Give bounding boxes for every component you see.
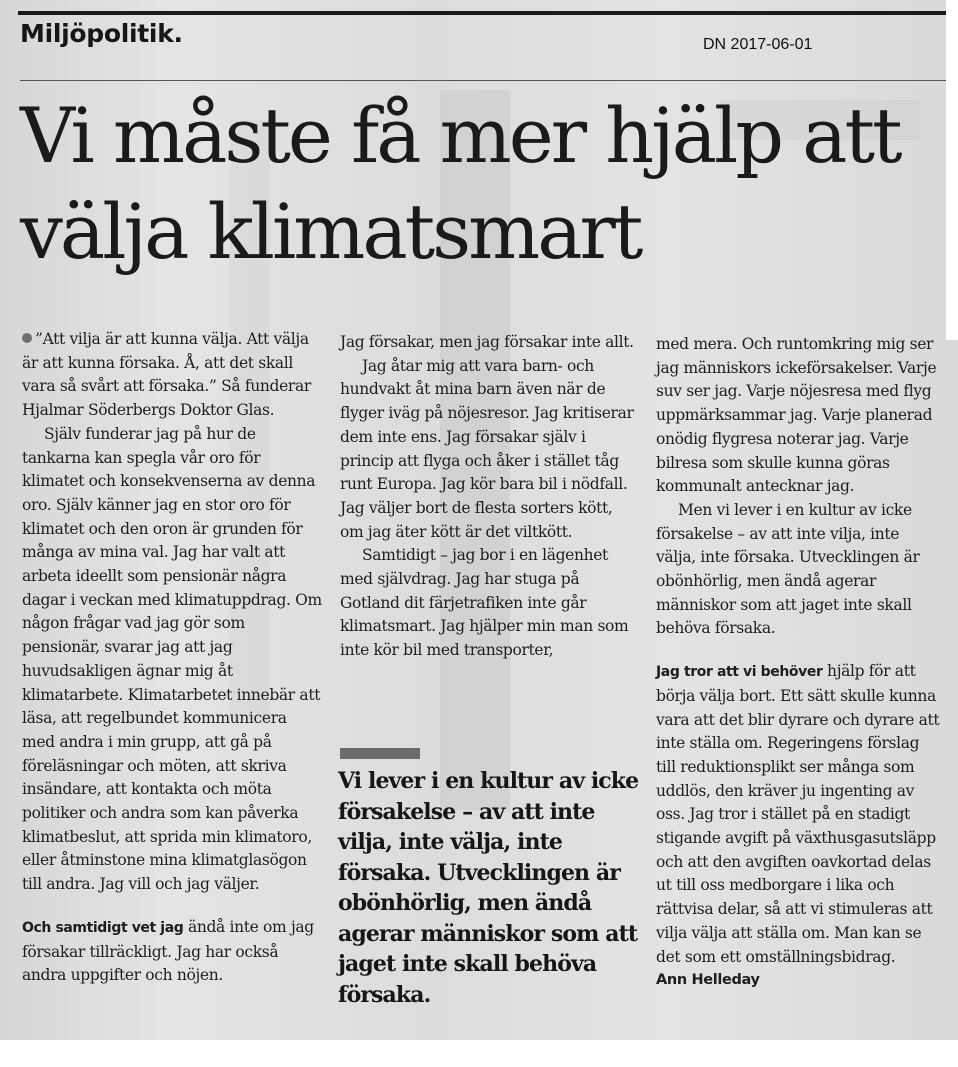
page-margin-bottom (0, 1040, 958, 1067)
body-paragraph (22, 916, 322, 988)
dateline: DN 2017-06-01 (703, 36, 813, 53)
lead-text: ”Att vilja är att kunna välja. Att välja är att kunna försaka. Å, att det skall vara så svårt att försaka.” Så funderar Hjalmar Söderbergs Doktor Glas. (22, 330, 311, 420)
section-rule (20, 80, 946, 81)
article-column-1 (22, 328, 322, 988)
paragraph-text: ändå inte om jag försakar tillräckligt. Jag har också andra uppgifter och nöjen. (22, 917, 314, 985)
body-paragraph: Jag åtar mig att vara barn- och hundvakt åt mina barn även när de flyger iväg på nöjesresor. Jag kritiserar dem inte ens. Jag försakar själv i princip att flyga och åker i stället tåg runt Europa. Jag kör bara bil i nödfall. Jag väljer bort de flesta sorters kött, om jag äter kött är det viltkött. (340, 356, 634, 541)
top-rule (18, 11, 946, 15)
lead-paragraph (22, 328, 322, 423)
body-paragraph: med mera. Och runtomkring mig ser jag människors ickeförsakelser. Varje suv ser jag. Varje nöjesresa med flyg uppmärksammar jag. Varje planerad onödig flygresa noterar jag. Varje bilresa som skulle kunna göras kommunalt antecknar jag. (656, 335, 937, 496)
byline: Ann Helleday (656, 972, 760, 989)
body-paragraph (656, 660, 942, 969)
headline: Vi måste få mer hjälp att välja klimatsmart (20, 91, 900, 276)
body-paragraph: Samtidigt – jag bor i en lägenhet med självdrag. Jag har stuga på Gotland dit färjetrafiken inte går klimatsmart. Jag hjälper min man som inte kör bil med transporter, (340, 546, 629, 660)
section-label: Miljöpolitik. (20, 19, 183, 48)
pullquote: Vi lever i en kultur av icke försakelse – av att inte vilja, inte välja, inte försaka. Utvecklingen är obönhörlig, men ändå agerar människor som att jaget inte skall behöva försaka. (338, 768, 639, 1008)
body-paragraph: Själv funderar jag på hur de tankarna kan spegla vår oro för klimatet och konsekvenserna av denna oro. Själv känner jag en stor oro för klimatet och den oron är grunden för många av mina val. Jag har valt att arbeta ideellt som pensionär några dagar i veckan med klimatuppdrag. Om någon frågar vad jag gör som pensionär, svarar jag att jag huvudsakligen ägnar mig åt klimatarbete. Klimatarbetet innebär att läsa, att regelbundet kommunicera med andra i min grupp, att gå på föreläsningar och möten, att skriva insändare, att kontakta och möta politiker och andra som kan påverka klimatbeslut, att sprida min klimatoro, eller åtminstone mina klimatglasögon till andra. Jag vill och jag väljer. (22, 424, 322, 894)
paragraph-text: hjälp för att börja välja bort. Ett sätt skulle kunna vara att det blir dyrare och dyrare att inte ställa om. Regeringens förslag till reduktionsplikt ser många som uddlös, den kräver ju ingenting av oss. Jag tror i stället på en stadigt stigande avgift på växthusgasutsläpp och att den avgiften oavkortad delas ut till oss medborgare i lika och rättvisa delar, så att vi stimuleras att vilja välja att ställa om. Man kan se det som ett omställningsbidrag. (656, 662, 940, 966)
article-column-2 (340, 331, 638, 663)
body-paragraph: Men vi lever i en kultur av icke försakelse – av att inte vilja, inte välja, inte försaka. Utvecklingen är obönhörlig, men ändå agerar människor som att jaget inte skall behöva försaka. (656, 500, 920, 638)
paragraph-kicker: Och samtidigt vet jag (22, 919, 184, 936)
body-paragraph: Jag försakar, men jag försakar inte allt. (340, 333, 634, 351)
pullquote-bar (340, 748, 420, 759)
article-column-3 (656, 333, 942, 993)
page-margin-right (946, 0, 958, 340)
bullet-dot-icon (22, 333, 32, 343)
paragraph-kicker: Jag tror att vi behöver (656, 664, 823, 681)
